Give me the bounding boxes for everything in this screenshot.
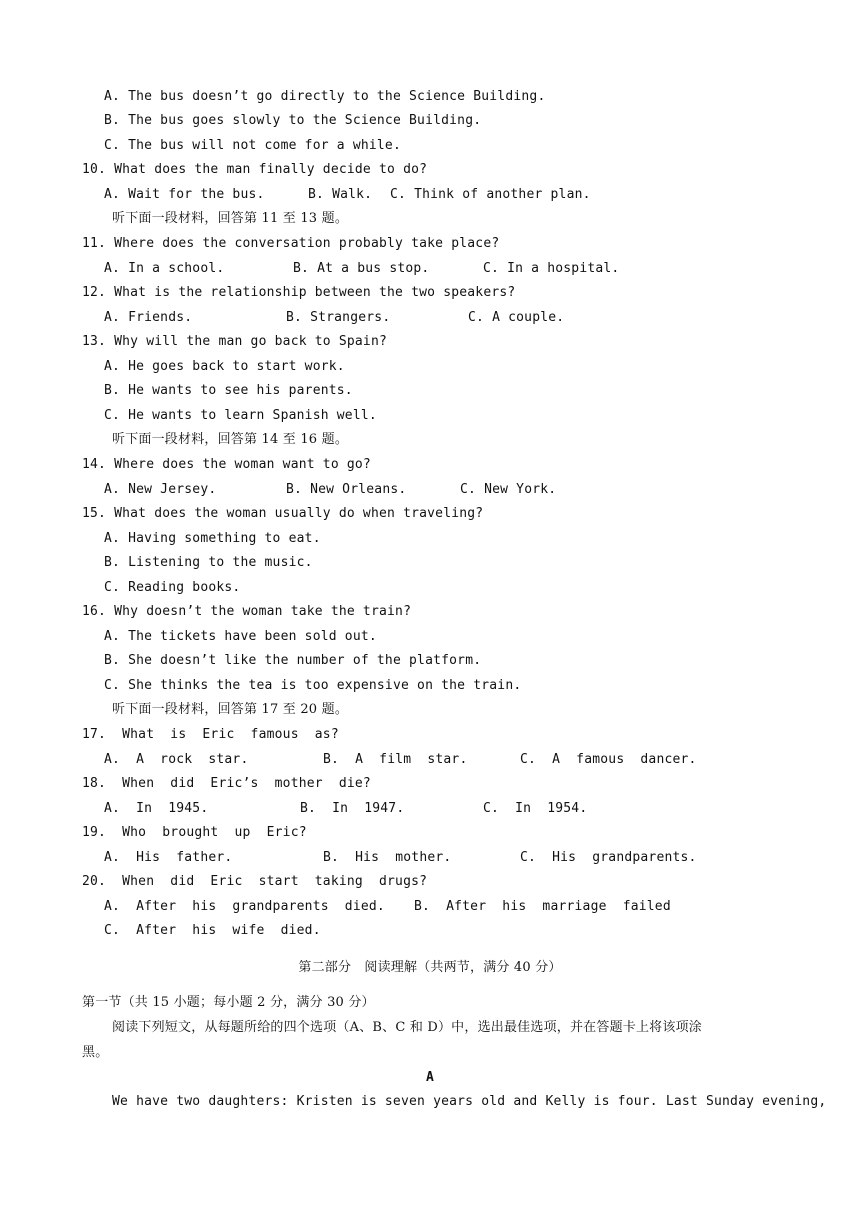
q15-option-a: A. Having something to eat. xyxy=(104,531,321,546)
section-instruction-11-13: 听下面一段材料，回答第 11 至 13 题。 xyxy=(112,211,349,226)
q15-option-b: B. Listening to the music. xyxy=(104,555,313,570)
q18-option-a: A. In 1945. xyxy=(104,801,209,816)
q19-option-c: C. His grandparents. xyxy=(520,850,697,865)
q16-option-b: B. She doesn’t like the number of the platform. xyxy=(104,653,482,668)
q19-stem: 19. Who brought up Eric? xyxy=(82,825,307,840)
section-instruction-17-20: 听下面一段材料，回答第 17 至 20 题。 xyxy=(112,702,349,717)
q20-stem: 20. When did Eric start taking drugs? xyxy=(82,874,428,889)
q10-option-b: B. Walk. xyxy=(308,187,373,202)
q13-stem: 13. Why will the man go back to Spain? xyxy=(82,334,388,349)
q10-stem: 10. What does the man finally decide to do? xyxy=(82,162,428,177)
q16-option-c: C. She thinks the tea is too expensive on the train. xyxy=(104,678,522,693)
q12-option-c: C. A couple. xyxy=(468,310,565,325)
q14-option-b: B. New Orleans. xyxy=(286,482,407,497)
q12-stem: 12. What is the relationship between the two speakers? xyxy=(82,285,516,300)
q17-stem: 17. What is Eric famous as? xyxy=(82,727,339,742)
q19-option-b: B. His mother. xyxy=(323,850,452,865)
q14-option-c: C. New York. xyxy=(460,482,557,497)
q9-option-a: A. The bus doesn’t go directly to the Science Building. xyxy=(104,89,546,104)
q17-option-c: C. A famous dancer. xyxy=(520,752,697,767)
part2-title: 第二部分 阅读理解（共两节，满分 40 分） xyxy=(298,960,562,975)
q11-option-a: A. In a school. xyxy=(104,261,225,276)
q19-option-a: A. His father. xyxy=(104,850,233,865)
q20-option-b: B. After his marriage failed xyxy=(414,899,671,914)
q16-stem: 16. Why doesn’t the woman take the train? xyxy=(82,604,412,619)
q14-stem: 14. Where does the woman want to go? xyxy=(82,457,371,472)
section-instruction-14-16: 听下面一段材料，回答第 14 至 16 题。 xyxy=(112,432,349,447)
q11-option-c: C. In a hospital. xyxy=(483,261,620,276)
instruction-line-2: 黑。 xyxy=(82,1045,109,1060)
q11-option-b: B. At a bus stop. xyxy=(293,261,430,276)
q20-option-c: C. After his wife died. xyxy=(104,923,321,938)
instruction-line-1: 阅读下列短文，从每题所给的四个选项（A、B、C 和 D）中，选出最佳选项，并在答题卡上将该项涂 xyxy=(112,1020,702,1035)
q18-stem: 18. When did Eric’s mother die? xyxy=(82,776,371,791)
q12-option-b: B. Strangers. xyxy=(286,310,391,325)
q11-stem: 11. Where does the conversation probably take place? xyxy=(82,236,500,251)
q16-option-a: A. The tickets have been sold out. xyxy=(104,629,377,644)
passage-first-line: We have two daughters: Kristen is seven years old and Kelly is four. Last Sunday evening, xyxy=(112,1094,827,1109)
q18-option-c: C. In 1954. xyxy=(483,801,588,816)
q12-option-a: A. Friends. xyxy=(104,310,193,325)
q13-option-c: C. He wants to learn Spanish well. xyxy=(104,408,377,423)
q17-option-b: B. A film star. xyxy=(323,752,468,767)
q9-option-b: B. The bus goes slowly to the Science Building. xyxy=(104,113,482,128)
q14-option-a: A. New Jersey. xyxy=(104,482,217,497)
q13-option-b: B. He wants to see his parents. xyxy=(104,383,353,398)
passage-label: A xyxy=(425,1070,435,1085)
q17-option-a: A. A rock star. xyxy=(104,752,249,767)
q15-stem: 15. What does the woman usually do when traveling? xyxy=(82,506,484,521)
q20-option-a: A. After his grandparents died. xyxy=(104,899,385,914)
q9-option-c: C. The bus will not come for a while. xyxy=(104,138,401,153)
q15-option-c: C. Reading books. xyxy=(104,580,241,595)
q10-option-c: C. Think of another plan. xyxy=(390,187,591,202)
q10-option-a: A. Wait for the bus. xyxy=(104,187,265,202)
section1-title: 第一节（共 15 小题；每小题 2 分，满分 30 分） xyxy=(82,995,375,1010)
q18-option-b: B. In 1947. xyxy=(300,801,405,816)
q13-option-a: A. He goes back to start work. xyxy=(104,359,345,374)
